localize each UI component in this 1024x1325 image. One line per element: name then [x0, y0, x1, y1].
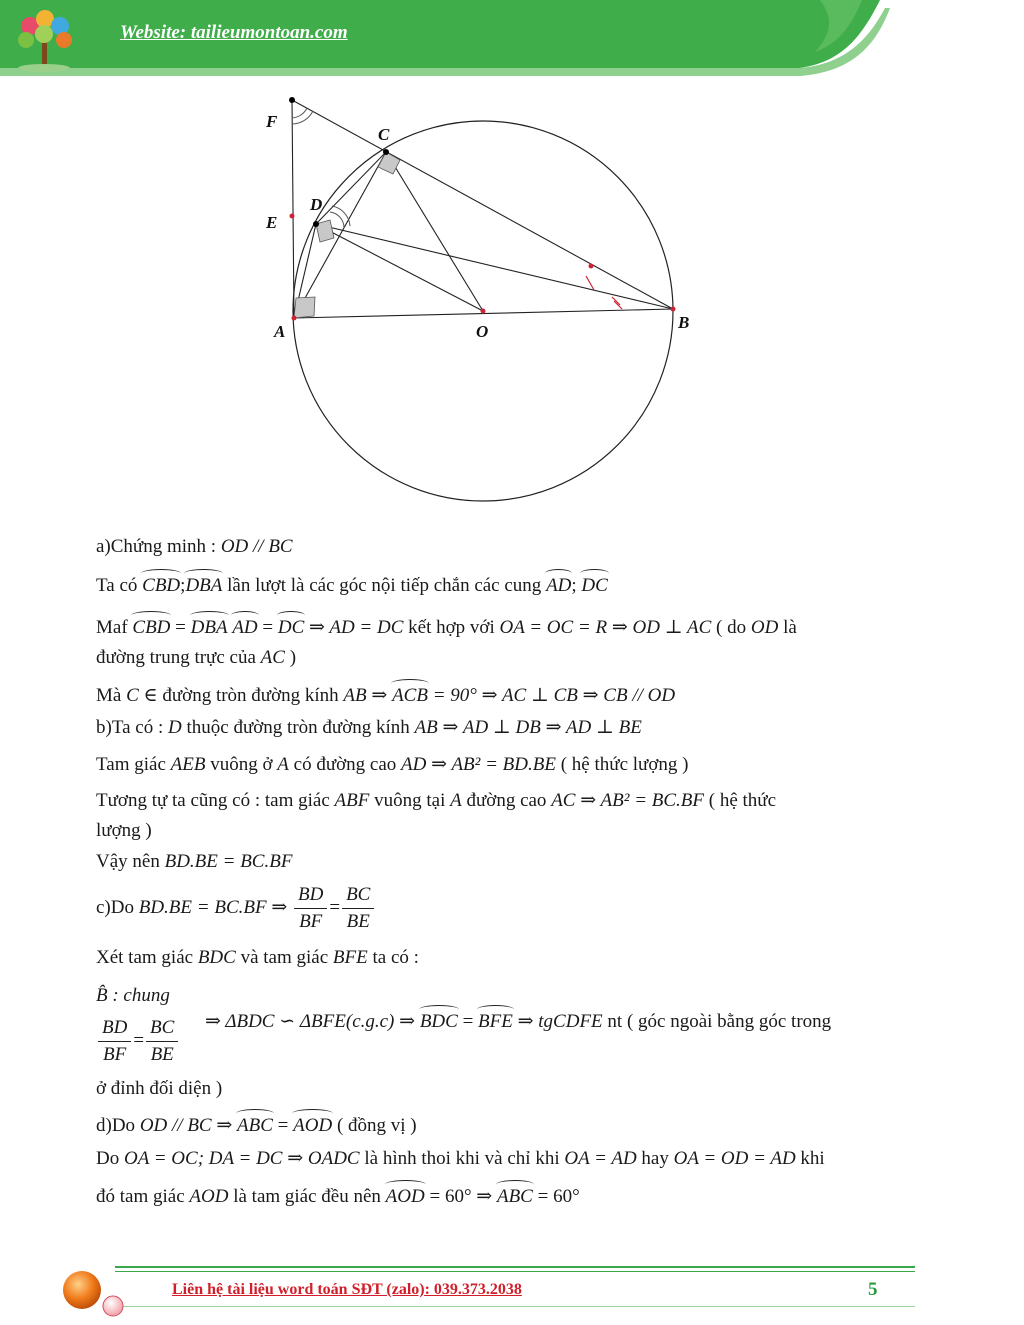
line-b-5: Vậy nên BD.BE = BC.BF [96, 851, 293, 872]
footer-rule-bottom [115, 1306, 915, 1307]
line-b-2: Tam giác AEB vuông ở A có đường cao AD ⇒ AB² = BD.BE ( hệ thức lượng ) [96, 754, 689, 775]
label-E: E [266, 213, 278, 232]
line-a-4: đường trung trực của AC ) [96, 647, 297, 668]
website-link[interactable]: Website: tailieumontoan.com [120, 22, 348, 43]
page-number: 5 [868, 1279, 878, 1300]
line-c-4-fraction: $\frac{BD}{BF}$ = $\frac{BC}{BE}$ [96, 1015, 180, 1068]
line-b-1: b)Ta có : D thuộc đường tròn đường kính AB ⇒ AD ⊥ DB ⇒ AD ⊥ BE [96, 717, 642, 738]
line-b-4: lượng ) [96, 820, 152, 841]
fraction-bc-be-2: $\frac{BC}{BE}$ [146, 1015, 178, 1068]
line-d-3: đó tam giác AOD là tam giác đều nên AOD = 60° ⇒ ABC = 60° [96, 1186, 580, 1207]
line-b-3: Tương tự ta cũng có : tam giác ABF vuông tại A đường cao AC ⇒ AB² = BC.BF ( hệ thức [96, 790, 777, 811]
line-c-4: ⇒ ΔBDC ∽ ΔBFE(c.g.c) ⇒ BDC = BFE ⇒ tgCDFE nt ( góc ngoài bằng góc trong [205, 1011, 832, 1032]
line-c-3: B̂ : chung [96, 985, 170, 1006]
line-c-1: c)Do BD.BE = BC.BF ⇒ $\frac{BD}{BF}$ = $\frac{BC}{BE}$ [96, 882, 376, 935]
footer-rule-thin [115, 1271, 915, 1272]
line-c-5: ở đỉnh đối diện ) [96, 1078, 223, 1099]
line-a-title: a)Chứng minh : OD // BC [96, 536, 293, 557]
fraction-bd-bf: $\frac{BD}{BF}$ [294, 882, 327, 935]
footer-orb-icon [58, 1268, 128, 1320]
line-a-2: Ta có CBD;DBA lần lượt là các góc nội tiếp chắn các cung AD; DC [96, 575, 608, 596]
footer-contact-link[interactable]: Liên hệ tài liệu word toán SĐT (zalo): 039.373.2038 [172, 1281, 522, 1298]
label-A: A [274, 322, 286, 341]
line-d-1: d)Do OD // BC ⇒ ABC = AOD ( đồng vị ) [96, 1115, 417, 1136]
label-O: O [476, 322, 489, 341]
line-c-2: Xét tam giác BDC và tam giác BFE ta có : [96, 947, 419, 968]
footer-rule [115, 1266, 915, 1268]
page-header [0, 0, 1024, 80]
geometry-figure [250, 90, 710, 510]
fraction-bc-be: $\frac{BC}{BE}$ [342, 882, 374, 935]
label-D: D [310, 195, 323, 214]
label-B: B [678, 313, 690, 332]
label-C: C [378, 125, 390, 144]
line-a-5: Mà C ∈ đường tròn đường kính AB ⇒ ACB = 90° ⇒ AC ⊥ CB ⇒ CB // OD [96, 685, 676, 706]
logo-tree-icon [10, 6, 80, 74]
line-a-3: Maf CBD = DBA AD = DC ⇒ AD = DC kết hợp với OA = OC = R ⇒ OD ⊥ AC ( do OD là [96, 617, 797, 638]
fraction-bd-bf-2: $\frac{BD}{BF}$ [98, 1015, 131, 1068]
label-F: F [266, 112, 278, 131]
line-d-2: Do OA = OC; DA = DC ⇒ OADC là hình thoi khi và chỉ khi OA = AD hay OA = OD = AD khi [96, 1148, 825, 1169]
